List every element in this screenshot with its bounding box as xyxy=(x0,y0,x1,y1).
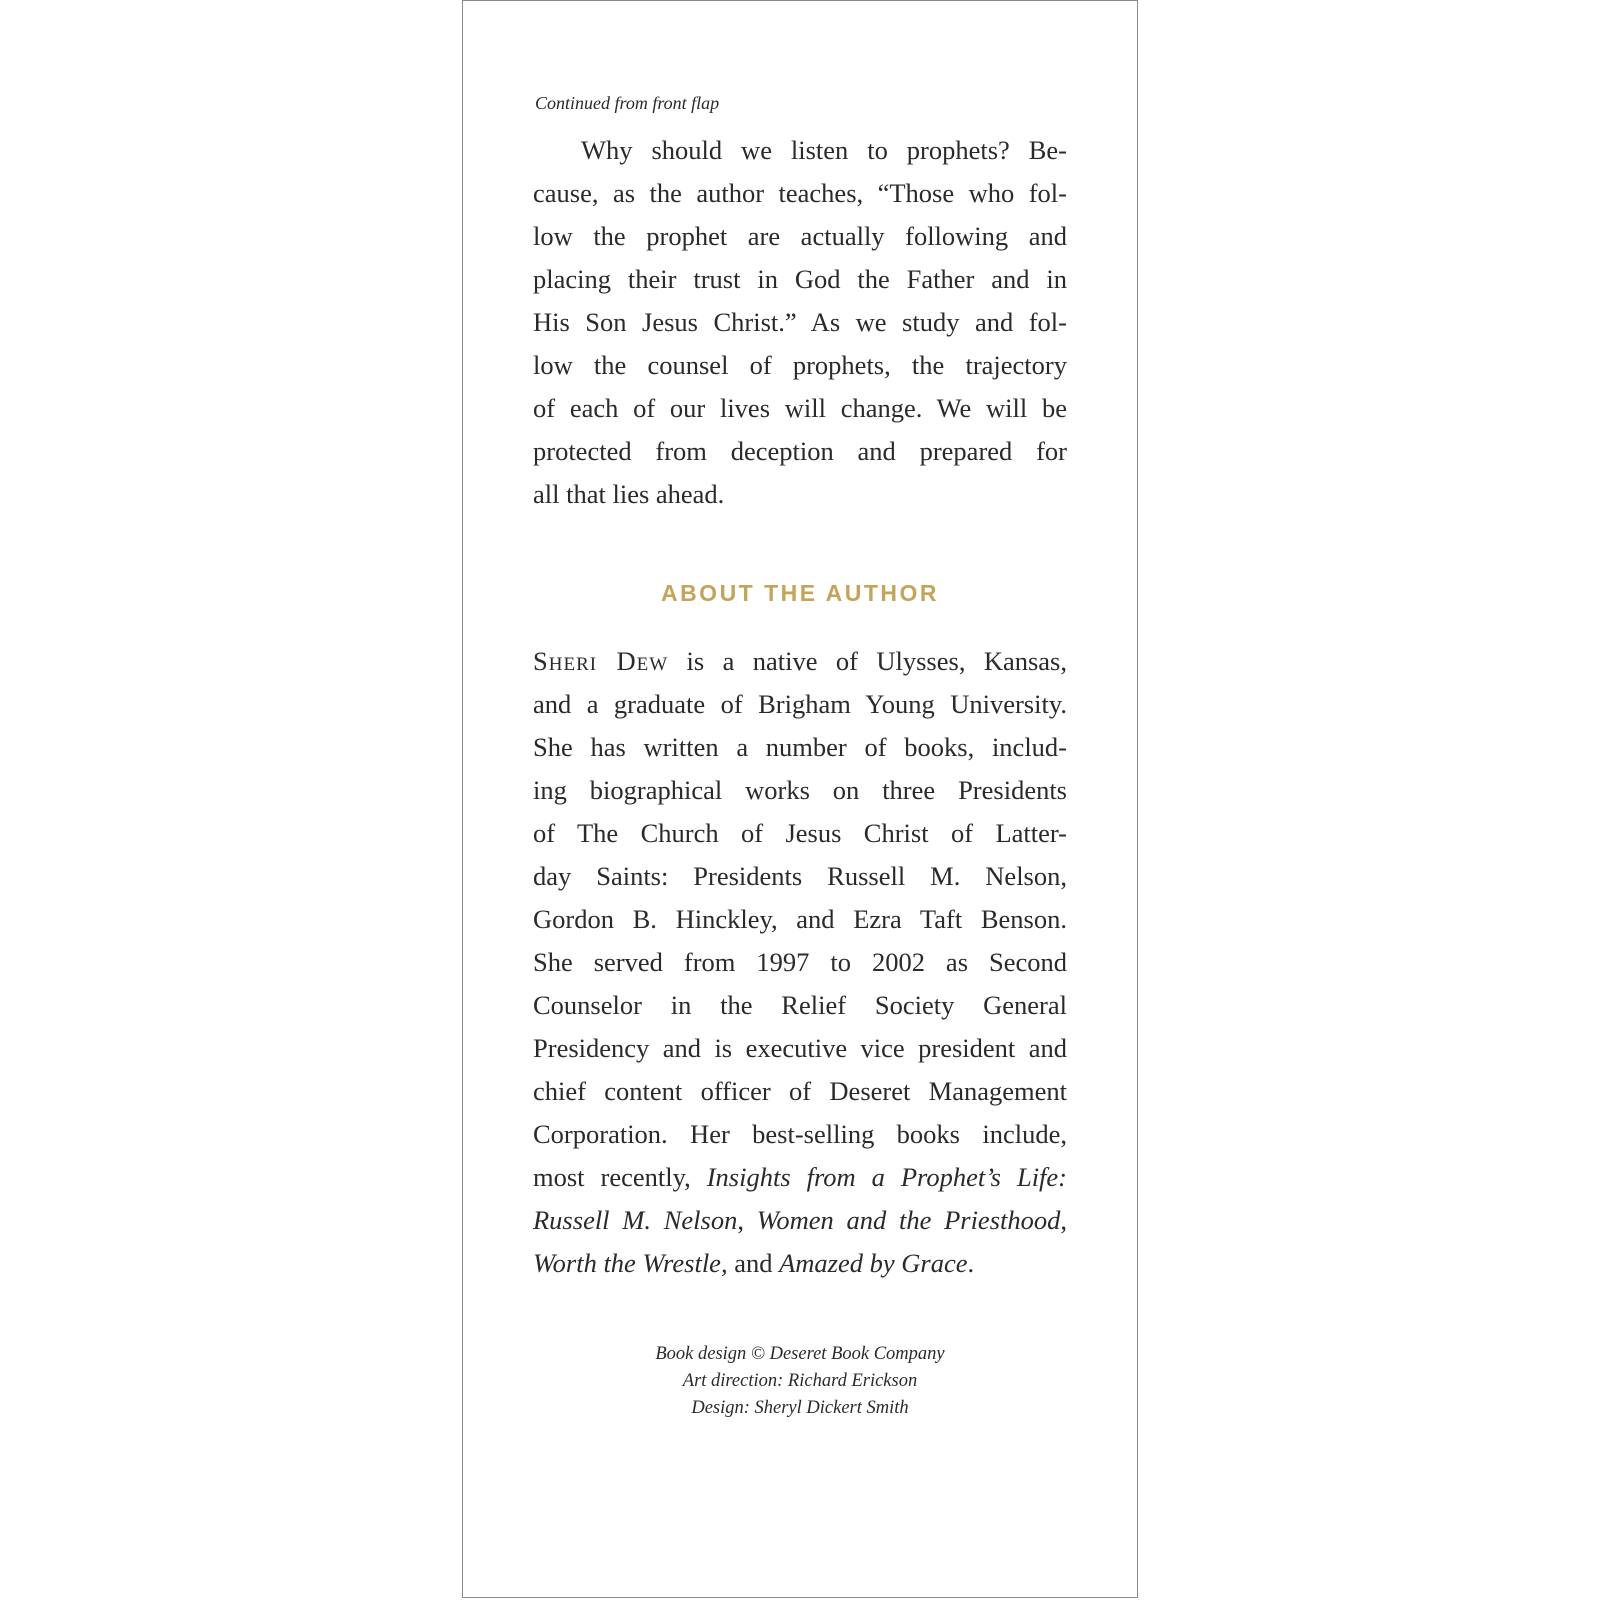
about-author-heading: ABOUT THE AUTHOR xyxy=(660,580,940,606)
bio-line: She has written a number of books, includ- xyxy=(533,732,1067,762)
bio-line-rest: is a native of Ulysses, Kansas, xyxy=(668,646,1067,676)
book-title: Amazed by Grace xyxy=(779,1248,968,1278)
book-title: Russell M. Nelson xyxy=(533,1205,738,1235)
bio-paragraph xyxy=(533,640,1067,1285)
bio-line: day Saints: Presidents Russell M. Nelson, xyxy=(533,861,1067,891)
bio-line: She served from 1997 to 2002 as Second xyxy=(533,947,1067,977)
bio-line xyxy=(533,1156,1067,1199)
intro-line: low the prophet are actually following and xyxy=(533,221,1067,251)
book-title: Women and the Priesthood xyxy=(756,1205,1061,1235)
intro-line: placing their trust in God the Father and in xyxy=(533,264,1067,294)
bio-line: ing biographical works on three Presidents xyxy=(533,775,1067,805)
book-title: Insights from a Prophet’s Life: xyxy=(706,1162,1068,1192)
bio-line: Counselor in the Relief Society General xyxy=(533,990,1067,1020)
intro-paragraph xyxy=(533,129,1067,516)
back-flap xyxy=(462,0,1138,1598)
book-title: Worth the Wrestle, xyxy=(533,1248,728,1278)
bio-line xyxy=(533,640,1067,683)
intro-line: cause, as the author teaches, “Those who fol- xyxy=(533,178,1067,208)
bio-line: Presidency and is executive vice president and xyxy=(533,1033,1067,1063)
separator: , xyxy=(1060,1205,1067,1235)
credit-line: Design: Sheryl Dickert Smith xyxy=(691,1398,909,1418)
bio-line: Corporation. Her best-selling books include, xyxy=(533,1119,1067,1149)
credit-line: Book design © Deseret Book Company xyxy=(655,1344,945,1364)
bio-line xyxy=(533,1199,1067,1242)
intro-line: low the counsel of prophets, the trajectory xyxy=(533,350,1067,380)
credit-line: Art direction: Richard Erickson xyxy=(682,1371,918,1391)
flap-content xyxy=(533,89,1067,1422)
continued-note: Continued from front flap xyxy=(535,93,720,113)
bio-line: Gordon B. Hinckley, and Ezra Taft Benson. xyxy=(533,904,1067,934)
separator: . xyxy=(967,1248,975,1278)
bio-line xyxy=(533,1242,1067,1285)
intro-line: Why should we listen to prophets? Be- xyxy=(581,135,1067,165)
bio-line: and a graduate of Brigham Young University. xyxy=(533,689,1067,719)
bio-line: of The Church of Jesus Christ of Latter- xyxy=(533,818,1067,848)
intro-line: all that lies ahead. xyxy=(533,479,725,509)
separator: , xyxy=(737,1205,757,1235)
intro-line: protected from deception and prepared for xyxy=(533,436,1067,466)
recent-prefix: most recently, xyxy=(533,1162,707,1192)
intro-line: of each of our lives will change. We will be xyxy=(533,393,1067,423)
bio-line: chief content officer of Deseret Management xyxy=(533,1076,1067,1106)
intro-line: His Son Jesus Christ.” As we study and fol- xyxy=(533,307,1067,337)
design-credits xyxy=(533,1341,1067,1422)
author-name: Sheri Dew xyxy=(533,646,669,676)
separator: and xyxy=(727,1248,780,1278)
